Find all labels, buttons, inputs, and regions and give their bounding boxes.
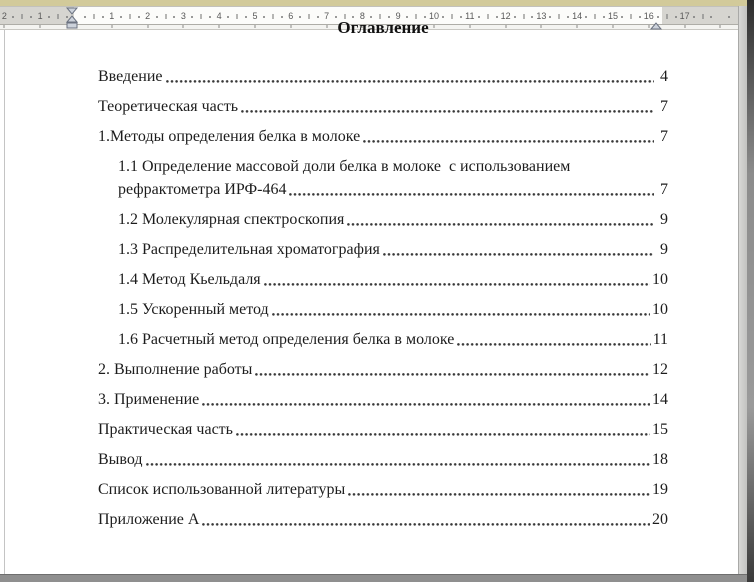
indent-marker-right[interactable] [650, 17, 662, 35]
ruler-quarter-dot [531, 16, 533, 18]
ruler-half-tick [630, 14, 631, 19]
ruler-quarter-dot [442, 16, 444, 18]
ruler-number: 2 [145, 10, 151, 21]
ruler-half-tick [702, 14, 703, 19]
toc-entry-label: Приложение А [98, 511, 200, 528]
ruler-half-tick [237, 14, 238, 19]
ruler-number: 16 [643, 10, 654, 21]
ruler-number: 1 [109, 10, 115, 21]
ruler-quarter-dot [281, 16, 283, 18]
toc-entry-label: рефрактометра ИРФ-464 [118, 181, 287, 198]
toc-entry-page: 15 [652, 421, 668, 438]
ruler-cm-tick [219, 25, 220, 28]
window-right-gutter [738, 6, 747, 574]
toc-entry-page: 12 [652, 361, 668, 378]
dot-leader [344, 210, 656, 229]
dot-leader [163, 67, 657, 86]
toc-entry-label: 1.3 Распределительная хроматография [118, 241, 380, 258]
ruler-quarter-dot [335, 16, 337, 18]
ruler-quarter-dot [317, 16, 319, 18]
toc-entry[interactable] [98, 360, 668, 379]
ruler-quarter-dot [603, 16, 605, 18]
ruler-cm-tick [720, 25, 721, 28]
ruler-cm-tick [326, 25, 327, 28]
ruler-number: 13 [536, 10, 547, 21]
toc-entry[interactable] [98, 210, 668, 229]
dot-leader [252, 360, 652, 379]
ruler-cm-tick [505, 25, 506, 28]
ruler-half-tick [22, 14, 23, 19]
ruler-number: 8 [359, 10, 365, 21]
indent-marker-left[interactable] [66, 7, 78, 35]
toc-entry-page: 10 [652, 271, 668, 288]
ruler-number: 1 [37, 10, 43, 21]
dot-leader [199, 510, 652, 529]
toc-entry-label: 3. Применение [98, 391, 200, 408]
ruler-quarter-dot [156, 16, 158, 18]
ruler-half-tick [666, 14, 667, 19]
toc-list [98, 67, 668, 529]
document-title: Оглавление [337, 18, 429, 37]
dot-leader [360, 127, 656, 146]
ruler-half-tick [487, 14, 488, 19]
document-page[interactable] [0, 18, 738, 574]
document-content [98, 18, 668, 540]
toc-entry-page: 18 [652, 451, 668, 468]
ruler-quarter-dot [621, 16, 623, 18]
toc-entry[interactable] [98, 97, 668, 116]
ruler-quarter-dot [120, 16, 122, 18]
ruler-quarter-dot [12, 16, 14, 18]
toc-entry-label: Введение [98, 68, 163, 85]
toc-entry-page: 19 [652, 481, 668, 498]
ruler-quarter-dot [675, 16, 677, 18]
ruler-quarter-dot [84, 16, 86, 18]
ruler-number: 10 [428, 10, 440, 21]
ruler-half-tick [272, 14, 273, 19]
dot-leader [286, 180, 656, 199]
ruler-number: 12 [500, 10, 511, 21]
ruler-cm-tick [255, 25, 256, 28]
ruler-quarter-dot [102, 16, 104, 18]
toc-entry-label: 2. Выполнение работы [98, 361, 253, 378]
toc-entry-label: Список использованной литературы [98, 481, 346, 498]
ruler-quarter-dot [30, 16, 32, 18]
toc-entry-label: Практическая часть [98, 421, 233, 438]
ruler-cm-tick [4, 25, 5, 28]
ruler-number: 14 [572, 10, 583, 21]
ruler-number: 15 [607, 10, 619, 21]
toc-entry[interactable] [98, 450, 668, 469]
toc-entry-label: 1.5 Ускоренный метод [118, 301, 269, 318]
dot-leader [261, 270, 652, 289]
ruler-quarter-dot [138, 16, 140, 18]
ruler-quarter-dot [478, 16, 480, 18]
ruler-quarter-dot [460, 16, 462, 18]
ruler-cm-tick [613, 25, 614, 28]
ruler-number: 9 [395, 10, 401, 21]
ruler-cm-tick [147, 25, 148, 28]
dot-leader [345, 480, 652, 499]
ruler-half-tick [595, 14, 596, 19]
ruler-cm-tick [290, 25, 291, 28]
ruler-quarter-dot [263, 16, 265, 18]
toc-entry[interactable] [98, 270, 668, 289]
ruler-half-tick [58, 14, 59, 19]
ruler-quarter-dot [245, 16, 247, 18]
toc-entry[interactable] [98, 157, 668, 199]
ruler-number: 4 [216, 10, 222, 21]
toc-entry-label: Теоретическая часть [98, 98, 239, 115]
ruler-half-tick [201, 14, 202, 19]
ruler-quarter-dot [209, 16, 211, 18]
ruler-quarter-dot [299, 16, 301, 18]
ruler-cm-tick [183, 25, 184, 28]
ruler-cm-tick [541, 25, 542, 28]
toc-entry[interactable] [98, 330, 668, 349]
toc-entry-page: 7 [660, 181, 668, 198]
toc-entry[interactable] [98, 127, 668, 146]
ruler-cm-tick [684, 25, 685, 28]
ruler-cm-tick [111, 25, 112, 28]
toc-entry[interactable] [98, 510, 668, 529]
dot-leader [238, 97, 656, 116]
dot-leader [233, 420, 652, 439]
window-right-edge [747, 0, 754, 582]
toc-entry-page: 4 [660, 68, 668, 85]
toc-entry-label: Вывод [98, 451, 143, 468]
window-bottom-edge [0, 574, 747, 582]
ruler-quarter-dot [227, 16, 229, 18]
toc-entry-page: 9 [660, 211, 668, 228]
ruler-half-tick [559, 14, 560, 19]
ruler-half-tick [308, 14, 309, 19]
ruler-half-tick [129, 14, 130, 19]
ruler-half-tick [165, 14, 166, 19]
toc-entry-label: 1.1 Определение массовой доли белка в молоке с использованием [118, 158, 571, 175]
ruler-number: 11 [465, 10, 475, 21]
ruler-quarter-dot [693, 16, 695, 18]
toc-entry[interactable] [98, 390, 668, 409]
toc-entry-page: 9 [660, 241, 668, 258]
ruler-number: 6 [288, 10, 294, 21]
toc-entry-label: 1.2 Молекулярная спектроскопия [118, 211, 345, 228]
toc-entry-label: 1.4 Метод Кьельдаля [118, 271, 261, 288]
ruler-number: 17 [679, 10, 690, 21]
ruler-cm-tick [434, 25, 435, 28]
ruler-cm-tick [40, 25, 41, 28]
toc-entry[interactable] [98, 300, 668, 319]
ruler-quarter-dot [549, 16, 551, 18]
ruler-number: 7 [324, 10, 330, 21]
ruler-quarter-dot [585, 16, 587, 18]
dot-leader [199, 390, 652, 409]
toc-entry[interactable] [98, 240, 668, 259]
ruler-half-tick [451, 14, 452, 19]
page-edge-line [4, 30, 5, 574]
ruler-quarter-dot [728, 16, 730, 18]
toc-entry-page: 7 [660, 98, 668, 115]
ruler-half-tick [93, 14, 94, 19]
ruler-quarter-dot [514, 16, 516, 18]
ruler-quarter-dot [173, 16, 175, 18]
ruler-number: 2 [1, 10, 7, 21]
toc-entry-page: 14 [652, 391, 668, 408]
ruler-quarter-dot [710, 16, 712, 18]
ruler-quarter-dot [496, 16, 498, 18]
dot-leader [454, 330, 652, 349]
toc-entry-label: 1.6 Расчетный метод определения белка в молоке [118, 331, 455, 348]
toc-entry-label: 1.Методы определения белка в молоке [98, 128, 361, 145]
dot-leader [143, 450, 652, 469]
ruler-number: 5 [252, 10, 258, 21]
toc-entry-page: 20 [652, 511, 668, 528]
ruler-cm-tick [577, 25, 578, 28]
ruler-number: 3 [180, 10, 186, 21]
dot-leader [380, 240, 656, 259]
dot-leader [269, 300, 652, 319]
toc-entry[interactable] [98, 420, 668, 439]
ruler-half-tick [523, 14, 524, 19]
ruler-quarter-dot [48, 16, 50, 18]
ruler-quarter-dot [567, 16, 569, 18]
document-title-clipped [98, 18, 668, 42]
toc-entry-page: 10 [652, 301, 668, 318]
toc-entry[interactable] [98, 67, 668, 86]
toc-entry-page: 11 [652, 331, 668, 348]
ruler-quarter-dot [639, 16, 641, 18]
ruler-cm-tick [469, 25, 470, 28]
ruler-quarter-dot [191, 16, 193, 18]
toc-entry[interactable] [98, 480, 668, 499]
toc-entry-page: 7 [660, 128, 668, 145]
